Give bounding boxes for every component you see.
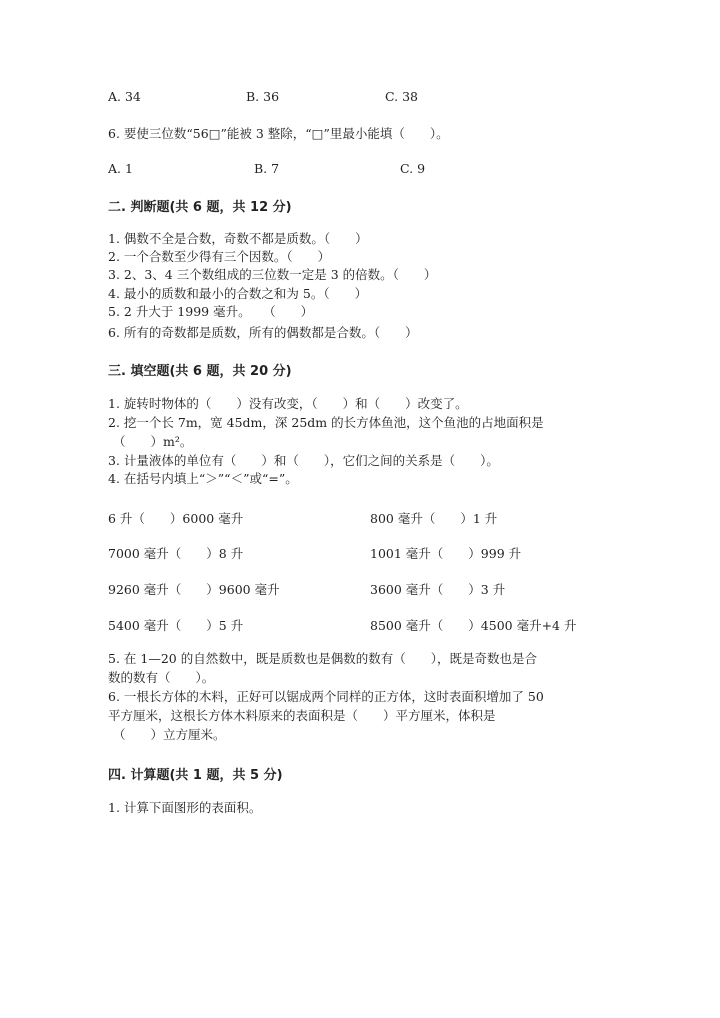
option-c: C. 38 — [385, 89, 418, 104]
compare-item: 800 毫升（ ）1 升 — [370, 511, 498, 526]
list-item: （ ）立方厘米。 — [113, 727, 226, 742]
compare-item: 5400 毫升（ ）5 升 — [108, 618, 244, 633]
option-c: C. 9 — [400, 161, 426, 176]
compare-item: 1001 毫升（ ）999 升 — [370, 546, 522, 561]
list-item: 数的数有（ ）。 — [108, 670, 215, 685]
option-a: A. 1 — [108, 161, 133, 176]
compare-item: 9260 毫升（ ）9600 毫升 — [108, 582, 280, 597]
list-item: 1. 旋转时物体的（ ）没有改变，（ ）和（ ）改变了。 — [108, 396, 468, 411]
list-item: 2. 挖一个长 7m，宽 45dm，深 25dm 的长方体鱼池，这个鱼池的占地面积是 — [108, 415, 544, 430]
compare-item: 8500 毫升（ ）4500 毫升+4 升 — [370, 618, 577, 633]
list-item: 5. 在 1—20 的自然数中，既是质数也是偶数的数有（ ），既是奇数也是合 — [108, 651, 537, 666]
list-item: 4. 最小的质数和最小的合数之和为 5。（ ） — [108, 286, 368, 301]
section-title: 四. 计算题(共 1 题，共 5 分) — [108, 768, 283, 783]
list-item: 2. 一个合数至少得有三个因数。（ ） — [108, 249, 331, 264]
list-item: 1. 计算下面图形的表面积。 — [108, 800, 262, 815]
list-item: 平方厘米，这根长方体木料原来的表面积是（ ）平方厘米，体积是 — [108, 708, 496, 723]
question-stem: 6. 要使三位数“56□”能被 3 整除，“□”里最小能填（ ）。 — [108, 126, 449, 141]
option-a: A. 34 — [108, 89, 141, 104]
option-b: B. 7 — [254, 161, 280, 176]
section-title: 三. 填空题(共 6 题，共 20 分) — [108, 364, 292, 379]
list-item: 1. 偶数不全是合数，奇数不都是质数。（ ） — [108, 231, 368, 246]
list-item: （ ）m²。 — [113, 434, 193, 449]
list-item: 6. 一根长方体的木料，正好可以锯成两个同样的正方体，这时表面积增加了 50 — [108, 689, 544, 704]
list-item: 4. 在括号内填上“＞”“＜”或“=”。 — [108, 471, 298, 486]
list-item: 3. 计量液体的单位有（ ）和（ ），它们之间的关系是（ ）。 — [108, 453, 499, 468]
option-b: B. 36 — [246, 89, 280, 104]
section-title: 二. 判断题(共 6 题，共 12 分) — [108, 200, 292, 215]
list-item: 5. 2 升大于 1999 毫升。 （ ） — [108, 304, 314, 319]
compare-item: 3600 毫升（ ）3 升 — [370, 582, 506, 597]
list-item: 6. 所有的奇数都是质数，所有的偶数都是合数。（ ） — [108, 325, 418, 340]
compare-item: 7000 毫升（ ）8 升 — [108, 546, 244, 561]
compare-item: 6 升（ ）6000 毫升 — [108, 511, 244, 526]
list-item: 3. 2、3、4 三个数组成的三位数一定是 3 的倍数。（ ） — [108, 267, 437, 282]
